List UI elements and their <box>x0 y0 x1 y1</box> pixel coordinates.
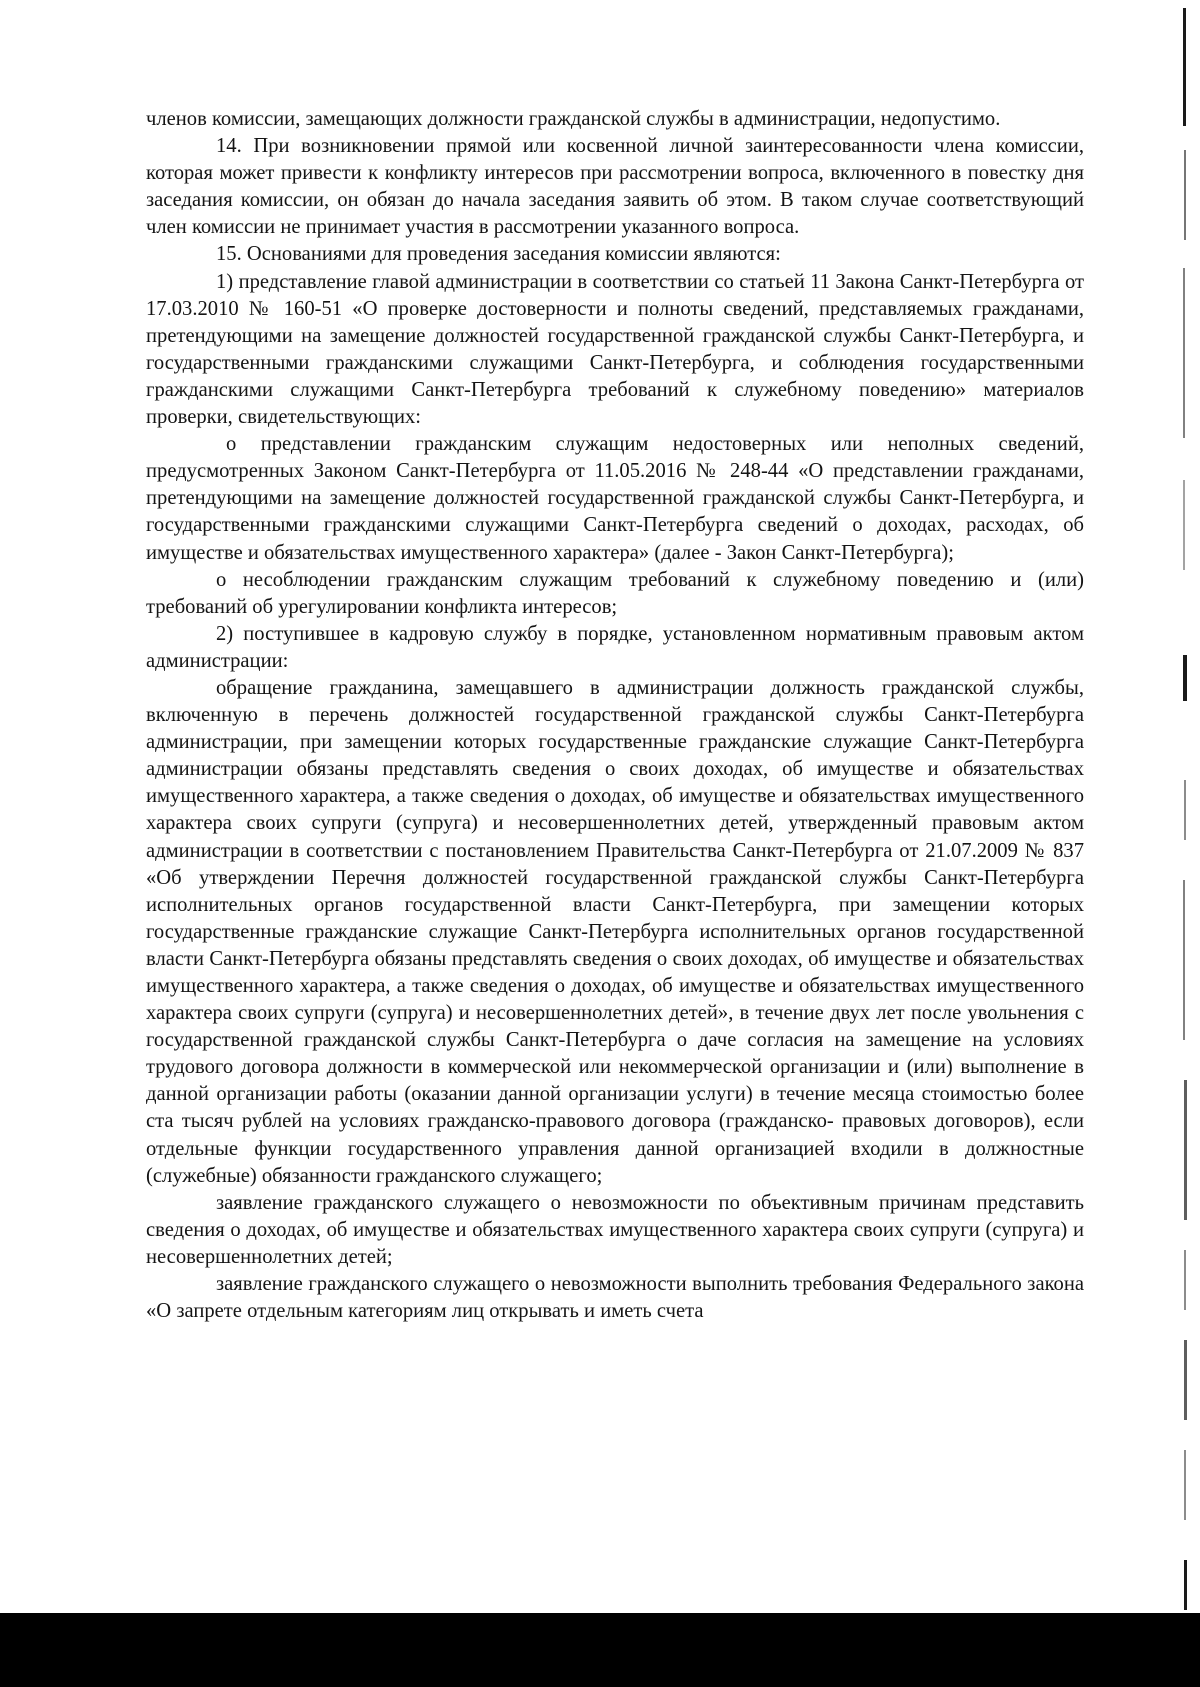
paragraph-subitem-1: 1) представление главой администрации в соответствии со статьей 11 Закона Санкт-Петербурга от 17.03.2010 № 160-51 «О проверке достоверности и полноты сведений, представляемых гражданами, претендующими на замещение должностей государственной гражданской службы Санкт-Петербурга, и государственными гражданскими служащими Санкт-Петербурга, и соблюдения государственными гражданскими служащими Санкт-Петербурга требований к служебному поведению» материалов проверки, свидетельствующих: <box>146 270 1084 429</box>
scan-edge-artifact <box>1183 655 1187 701</box>
scan-edge-artifact <box>1183 880 1185 1040</box>
paragraph-false-info: о представлении гражданским служащим недостоверных или неполных сведений, предусмотренных Законом Санкт-Петербурга от 11.05.2016 № 248-44 «О представлении гражданами, претендующими на замещение должностей государственной гражданской службы Санкт-Петербурга, и государственными гражданскими служащими Санкт-Петербурга сведений о доходах, расходах, об имуществе и обязательствах имущественного характера» (далее - Закон Санкт-Петербурга); <box>146 433 1084 564</box>
scan-edge-artifact <box>1183 8 1186 126</box>
paragraph-noncompliance: о несоблюдении гражданским служащим требований к служебному поведению и (или) требований об урегулировании конфликта интересов; <box>146 568 1084 618</box>
paragraph-subitem-2: 2) поступившее в кадровую службу в порядке, установленном нормативным правовым актом администрации: <box>146 622 1084 672</box>
scan-edge-artifact <box>1183 480 1185 570</box>
scan-edge-artifact <box>1184 1340 1187 1420</box>
paragraph-item-14: 14. При возникновении прямой или косвенной личной заинтересованности члена комиссии, которая может привести к конфликту интересов при рассмотрении вопроса, включенного в повестку дня заседания комиссии, он обязан до начала заседания заявить об этом. В таком случае соответствующий член комиссии не принимает участия в рассмотрении указанного вопроса. <box>146 135 1084 239</box>
scan-edge-artifact <box>1184 150 1186 240</box>
paragraph-statement-accounts: заявление гражданского служащего о невозможности выполнить требования Федерального закона «О запрете отдельным категориям лиц открывать и иметь счета <box>146 1273 1084 1323</box>
paragraph-statement-income: заявление гражданского служащего о невозможности по объективным причинам представить сведения о доходах, об имуществе и обязательствах имущественного характера своих супруги (супруга) и несовершеннолетних детей; <box>146 1191 1084 1268</box>
document-body <box>146 106 1084 1325</box>
paragraph-citizen-appeal: обращение гражданина, замещавшего в администрации должность гражданской службы, включенную в перечень должностей государственной гражданской службы Санкт-Петербурга администрации, при замещении которых государственные гражданские служащие Санкт-Петербурга администрации обязаны представлять сведения о своих доходах, об имуществе и обязательствах имущественного характера, а также сведения о доходах, об имуществе и обязательствах имущественного характера своих супруги (супруга) и несовершеннолетних детей, утвержденный правовым актом администрации в соответствии с постановлением Правительства Санкт-Петербурга от 21.07.2009 № 837 «Об утверждении Перечня должностей государственной гражданской службы Санкт-Петербурга исполнительных органов государственной власти Санкт-Петербурга, при замещении которых государственные гражданские служащие Санкт-Петербурга исполнительных органов государственной власти Санкт-Петербурга обязаны представлять сведения о своих доходах, об имуществе и обязательствах имущественного характера, а также сведения о доходах, об имуществе и обязательствах имущественного характера своих супруги (супруга) и несовершеннолетних детей», в течение двух лет после увольнения с государственной гражданской службы Санкт-Петербурга о даче согласия на замещение на условиях трудового договора должности в коммерческой или некоммерческой организации и (или) выполнение в данной организации работы (оказании данной организации услуги) в течение месяца стоимостью более ста тысяч рублей на условиях гражданско-правового договора (гражданско- правовых договоров), если отдельные функции государственного управления данной организацией входили в должностные (служебные) обязанности гражданского служащего; <box>146 676 1084 1187</box>
paragraph-item-15: 15. Основаниями для проведения заседания комиссии являются: <box>216 243 781 266</box>
scan-edge-artifact <box>1184 1080 1187 1220</box>
scan-edge-artifact <box>1184 780 1186 840</box>
scan-edge-artifact <box>1183 268 1185 438</box>
scan-edge-artifact <box>1184 1250 1186 1310</box>
scan-edge-artifact <box>1184 1450 1186 1520</box>
paragraph-continuation: членов комиссии, замещающих должности гражданской службы в администрации, недопустимо. <box>146 108 1001 130</box>
scan-black-border <box>0 1613 1200 1687</box>
scan-edge-artifact <box>1184 1560 1187 1610</box>
